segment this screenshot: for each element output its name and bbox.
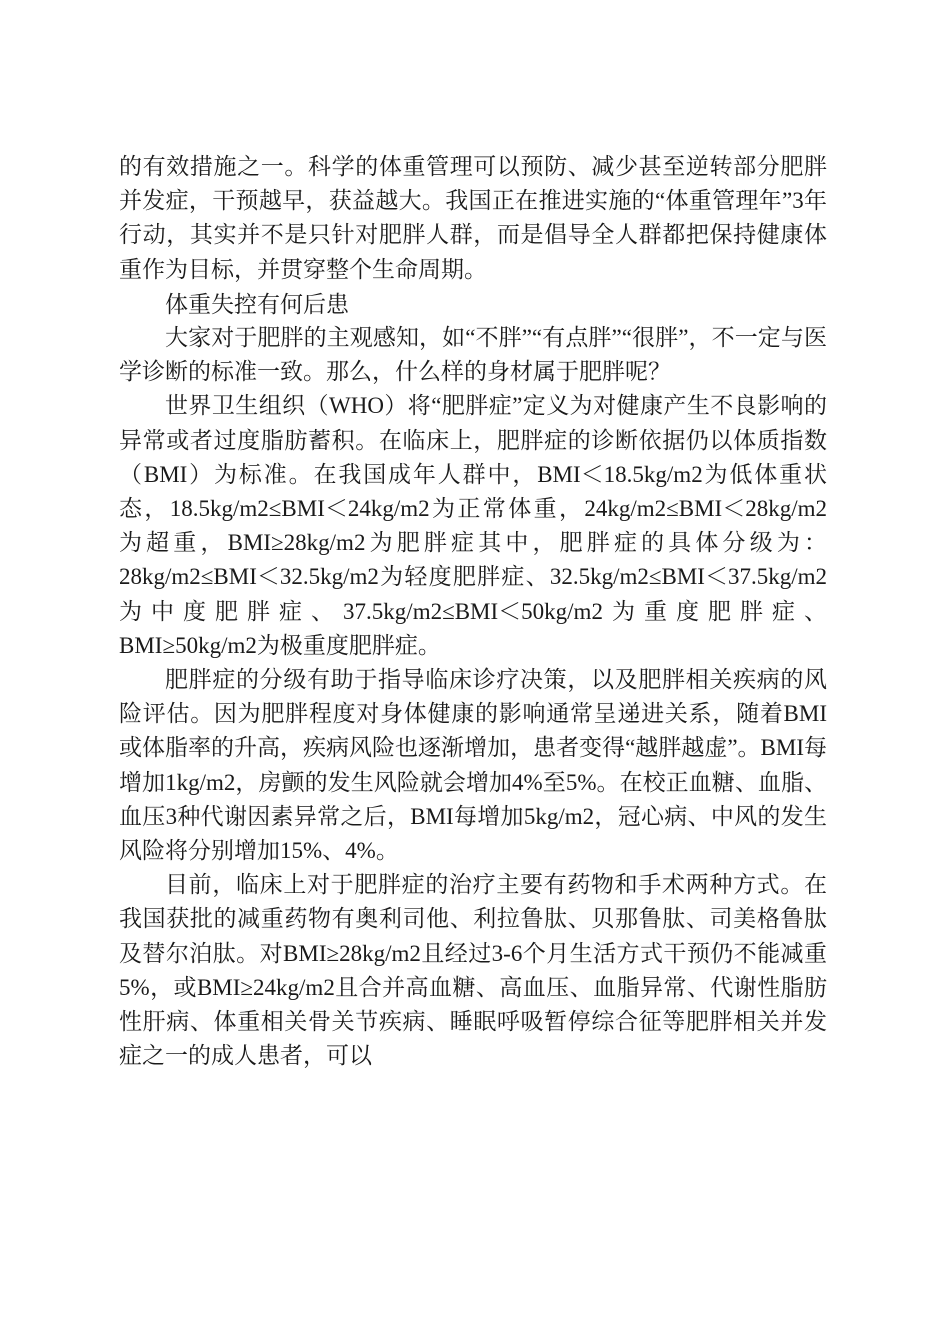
- paragraph-obesity-risk: 肥胖症的分级有助于指导临床诊疗决策，以及肥胖相关疾病的风险评估。因为肥胖程度对身体健康的影响通常呈递进关系，随着BMI或体脂率的升高，疾病风险也逐渐增加，患者变得“越胖越虚”。BMI每增加1kg/m2，房颤的发生风险就会增加4%至5%。在校正血糖、血脂、血压3种代谢因素异常之后，BMI每增加5kg/m2，冠心病、中风的发生风险将分别增加15%、4%。: [119, 667, 827, 864]
- paragraph-bmi-definition: 世界卫生组织（WHO）将“肥胖症”定义为对健康产生不良影响的异常或者过度脂肪蓄积。在临床上，肥胖症的诊断依据仍以体质指数（BMI）为标准。在我国成年人群中，BMI＜18.5kg/m2为低体重状态，18.5kg/m2≤BMI＜24kg/m2为正常体重，24kg/m2≤BMI＜28kg/m2为超重，BMI≥28kg/m2为肥胖症其中，肥胖症的具体分级为：28kg/m2≤BMI＜32.5kg/m2为轻度肥胖症、32.5kg/m2≤BMI＜37.5kg/m2为中度肥胖症、37.5kg/m2≤BMI＜50kg/m2为重度肥胖症、BMI≥50kg/m2为极重度肥胖症。: [119, 393, 827, 658]
- section-heading: 体重失控有何后患: [165, 290, 349, 317]
- document-body: [119, 150, 827, 1073]
- paragraph-obesity-perception: 大家对于肥胖的主观感知，如“不胖”“有点胖”“很胖”，不一定与医学诊断的标准一致。那么，什么样的身材属于肥胖呢？: [119, 325, 827, 385]
- intro-paragraph: 的有效措施之一。科学的体重管理可以预防、减少甚至逆转部分肥胖并发症，干预越早，获益越大。我国正在推进实施的“体重管理年”3年行动，其实并不是只针对肥胖人群，而是倡导全人群都把保持健康体重作为目标，并贯穿整个生命周期。: [119, 154, 827, 282]
- paragraph-obesity-treatment: 目前，临床上对于肥胖症的治疗主要有药物和手术两种方式。在我国获批的减重药物有奥利司他、利拉鲁肽、贝那鲁肽、司美格鲁肽及替尔泊肽。对BMI≥28kg/m2且经过3-6个月生活方式干预仍不能减重5%，或BMI≥24kg/m2且合并高血糖、高血压、血脂异常、代谢性脂肪性肝病、体重相关骨关节疾病、睡眠呼吸暂停综合征等肥胖相关并发症之一的成人患者，可以: [119, 872, 827, 1069]
